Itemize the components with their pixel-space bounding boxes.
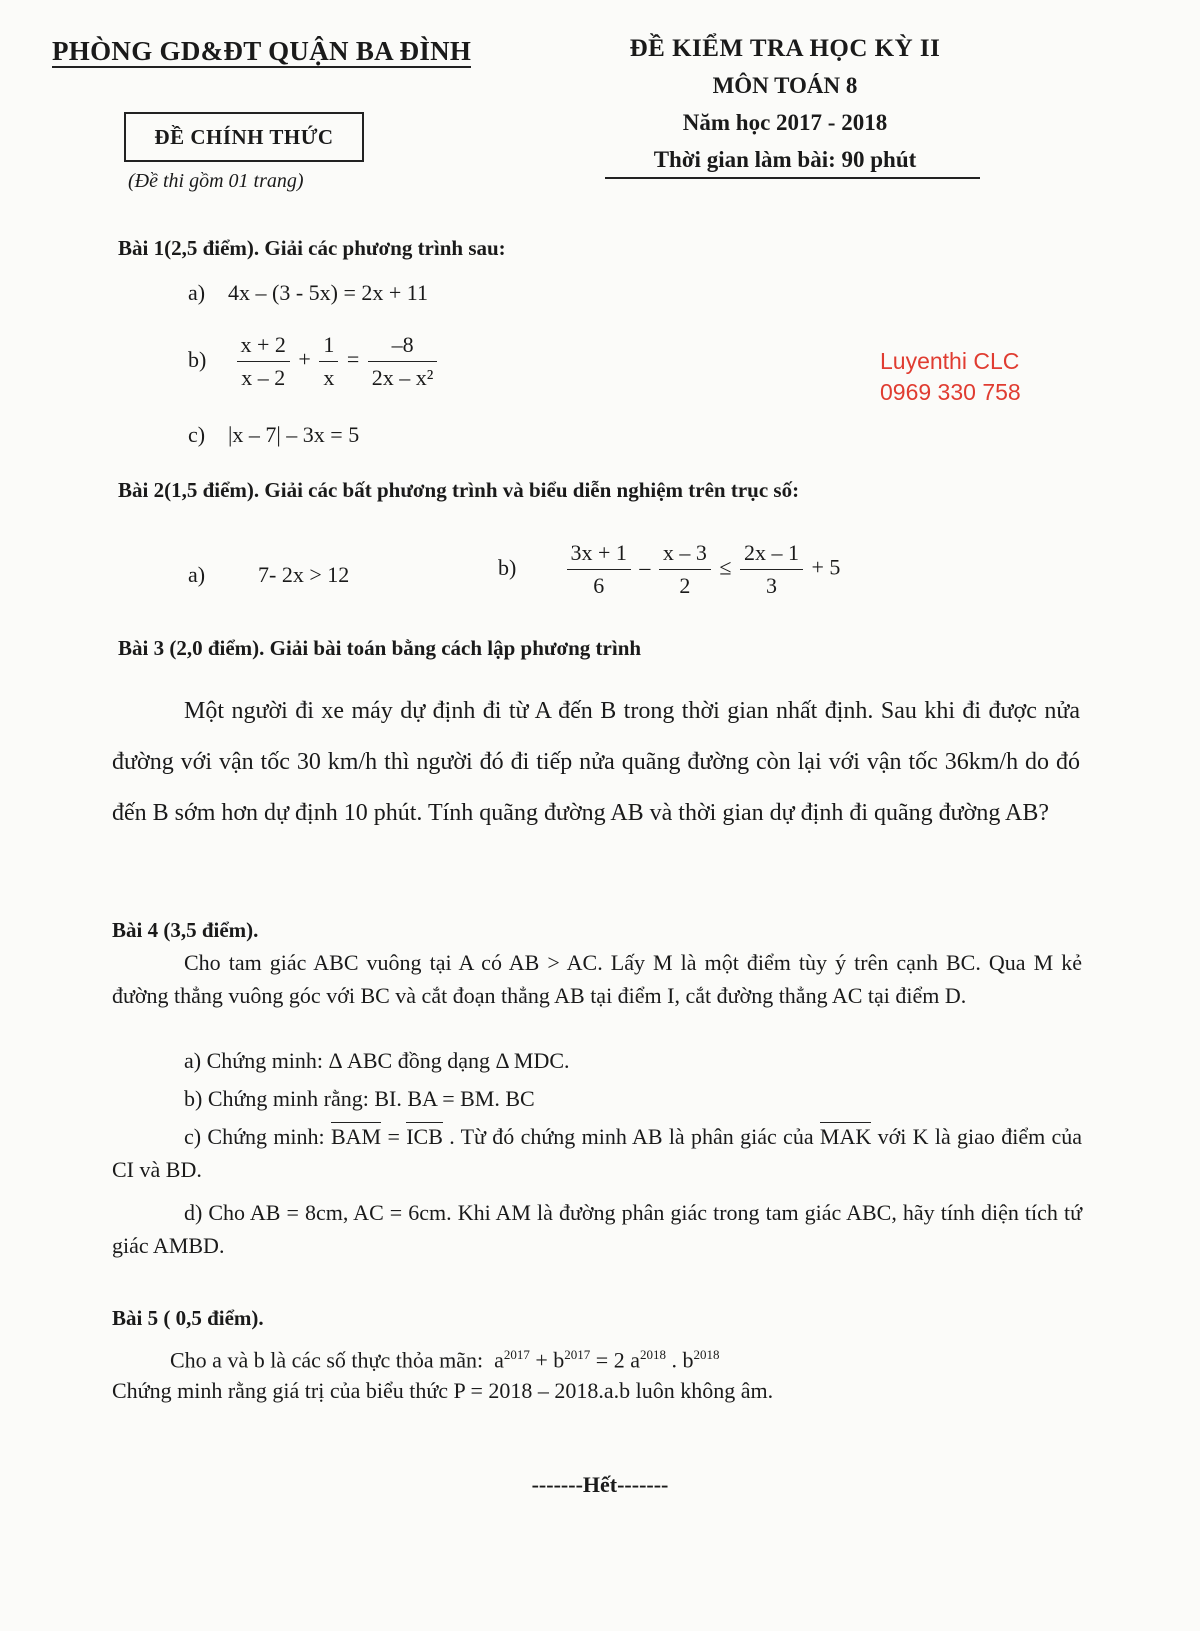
watermark-contact: [880, 346, 1021, 408]
exam-header: [585, 30, 985, 178]
page-note: (Đề thi gồm 01 trang): [128, 170, 304, 192]
bai4-heading: Bài 4 (3,5 điểm).: [112, 918, 259, 942]
bai2-a-label: a): [188, 562, 206, 587]
bai2-heading: Bài 2(1,5 điểm). Giải các bất phương trình và biểu diễn nghiệm trên trục số:: [118, 478, 800, 502]
bai2-b-fraction-2: $\frac{x - 3}{2}$: [659, 540, 711, 599]
bai2-b-tail: + 5: [811, 554, 841, 580]
end-marker: -------Hết-------: [531, 1472, 669, 1497]
bai1-b-plus: +: [298, 346, 311, 372]
bai1-part-b: [188, 332, 440, 391]
bai2-b-fraction-3: $\frac{2x - 1}{3}$: [740, 540, 803, 599]
department-name: PHÒNG GD&ĐT QUẬN BA ĐÌNH: [52, 36, 472, 66]
bai1-part-a: [188, 280, 428, 306]
exam-subject: MÔN TOÁN 8: [712, 73, 858, 98]
watermark-line-2: 0969 330 758: [880, 379, 1021, 405]
bai1-a-label: a): [188, 280, 206, 305]
angle-icb: ICB: [406, 1124, 443, 1149]
bai1-part-c: [188, 422, 359, 448]
bai4-part-b: b) Chứng minh rằng: BI. BA = BM. BC: [184, 1086, 535, 1111]
bai4-intro: Cho tam giác ABC vuông tại A có AB > AC. Lấy M là một điểm tùy ý trên cạnh BC. Qua M kẻ đường thẳng vuông góc với BC và cắt đoạn thẳng AB tại điểm I, cắt đường thẳng AC tại điểm D.: [112, 950, 1082, 1008]
bai1-a-equation: 4x – (3 - 5x) = 2x + 11: [228, 280, 428, 305]
bai2-a-inequality: 7- 2x > 12: [258, 562, 350, 587]
bai1-b-label: b): [188, 346, 207, 372]
bai4-part-a: a) Chứng minh: Δ ABC đồng dạng Δ MDC.: [184, 1048, 570, 1073]
bai2-part-a: [188, 562, 349, 588]
bai3-heading: Bài 3 (2,0 điểm). Giải bài toán bằng cách lập phương trình: [118, 636, 642, 660]
bai4-part-d: d) Cho AB = 8cm, AC = 6cm. Khi AM là đường phân giác trong tam giác ABC, hãy tính diện tích tứ giác AMBD.: [112, 1200, 1082, 1258]
bai5-heading: Bài 5 ( 0,5 điểm).: [112, 1306, 264, 1330]
bai1-b-equals: =: [346, 346, 360, 372]
bai5-line-1: Cho a và b là các số thực thỏa mãn: $a^{2017} + b^{2017} = 2$ $a^{2018}$ . $b^{2018}$: [170, 1347, 720, 1373]
exam-duration: Thời gian làm bài: 90 phút: [653, 147, 917, 172]
official-label: ĐỀ CHÍNH THỨC: [124, 112, 364, 162]
angle-bam: BAM: [330, 1124, 382, 1149]
bai1-b-fraction-2: $\frac{1}{x}$: [319, 332, 338, 391]
bai1-c-equation: |x – 7| – 3x = 5: [228, 422, 360, 447]
angle-mak: MAK: [819, 1124, 872, 1149]
bai2-b-fraction-1: $\frac{3x + 1}{6}$: [567, 540, 631, 599]
bai2-part-b: [498, 540, 840, 599]
bai4-part-c: c) Chứng minh: BAM = ICB . Từ đó chứng minh AB là phân giác của MAK với K là giao điểm của CI và BD.: [112, 1124, 1083, 1182]
bai5-line-2: Chứng minh rằng giá trị của biểu thức P = 2018 – 2018.a.b luôn không âm.: [112, 1378, 774, 1403]
bai1-c-label: c): [188, 422, 206, 447]
school-year: Năm học 2017 - 2018: [682, 110, 888, 135]
bai1-heading: Bài 1(2,5 điểm). Giải các phương trình sau:: [118, 236, 506, 260]
bai1-b-fraction-3: $\frac{-8}{\text{2x – x²}}$: [368, 332, 438, 391]
exam-title: ĐỀ KIỂM TRA HỌC KỲ II: [629, 35, 941, 62]
bai3-problem-text: Một người đi xe máy dự định đi từ A đến B trong thời gian nhất định. Sau khi đi được nửa đường với vận tốc 30 km/h thì người đó đi tiếp nửa quãng đường còn lại với vận tốc 36km/h do đó đến B sớm hơn dự định 10 phút. Tính quãng đường AB và thời gian dự định đi quãng đường AB?: [112, 698, 1080, 826]
bai2-b-leq: ≤: [719, 554, 732, 580]
header-underline: [605, 177, 980, 179]
bai2-b-minus: –: [639, 554, 651, 580]
bai1-b-fraction-1: $\frac{x + 2}{x - 2}$: [237, 332, 290, 391]
watermark-line-1: Luyenthi CLC: [880, 348, 1020, 374]
bai2-b-label: b): [498, 554, 517, 580]
